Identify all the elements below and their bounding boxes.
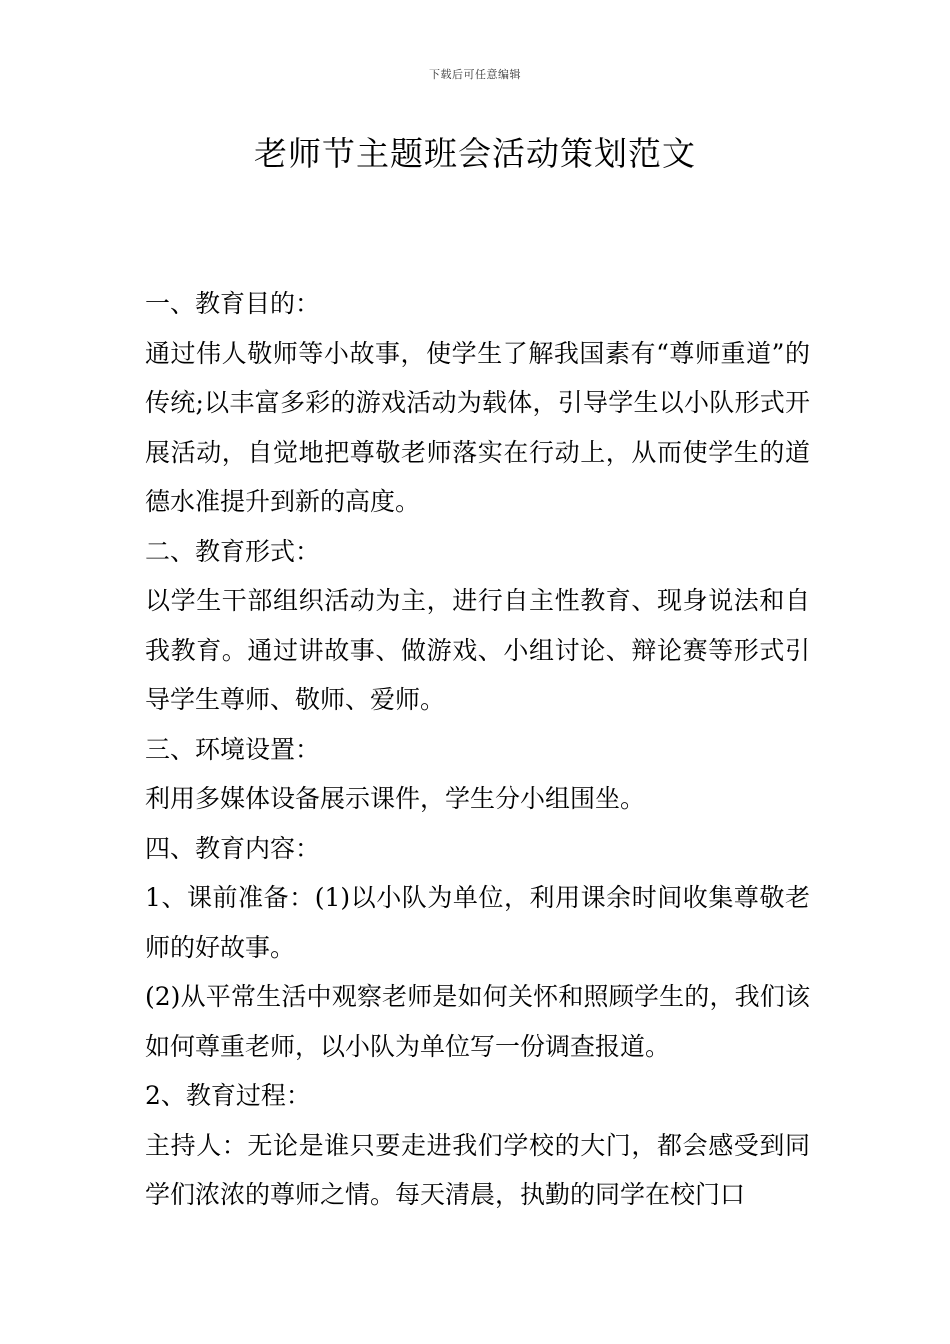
section-heading-purpose: 一、教育目的：: [145, 289, 321, 318]
paragraph-observation: (2)从平常生活中观察老师是如何关怀和照顾学生的，我们该如何尊重老师，以小队为单位写一份调查报道。: [145, 982, 810, 1061]
paragraph-purpose: 通过伟人敬师等小故事，使学生了解我国素有“尊师重道”的传统;以丰富多彩的游戏活动为载体，引导学生以小队形式开展活动，自觉地把尊敬老师落实在行动上，从而使学生的道德水准提升到新的高度。: [145, 338, 810, 516]
document-body: [145, 279, 810, 1220]
header-note: 下载后可任意编辑: [429, 68, 521, 81]
paragraph-preparation: 1、课前准备：(1)以小队为单位，利用课余时间收集尊敬老师的好故事。: [145, 883, 810, 962]
paragraph-environment: 利用多媒体设备展示课件，学生分小组围坐。: [145, 784, 646, 813]
section-heading-environment: 三、环境设置：: [145, 734, 321, 764]
paragraph-form: 以学生干部组织活动为主，进行自主性教育、现身说法和自我教育。通过讲故事、做游戏、小组讨论、辩论赛等形式引导学生尊师、敬师、爱师。: [145, 586, 810, 714]
paragraph-host: 主持人：无论是谁只要走进我们学校的大门，都会感受到同学们浓浓的尊师之情。每天清晨，执勤的同学在校门口: [145, 1130, 810, 1209]
section-heading-content: 四、教育内容：: [145, 833, 321, 863]
document-title: 老师节主题班会活动策划范文: [254, 134, 696, 173]
section-heading-form: 二、教育形式：: [145, 536, 321, 566]
section-heading-process: 2、教育过程：: [145, 1081, 311, 1110]
